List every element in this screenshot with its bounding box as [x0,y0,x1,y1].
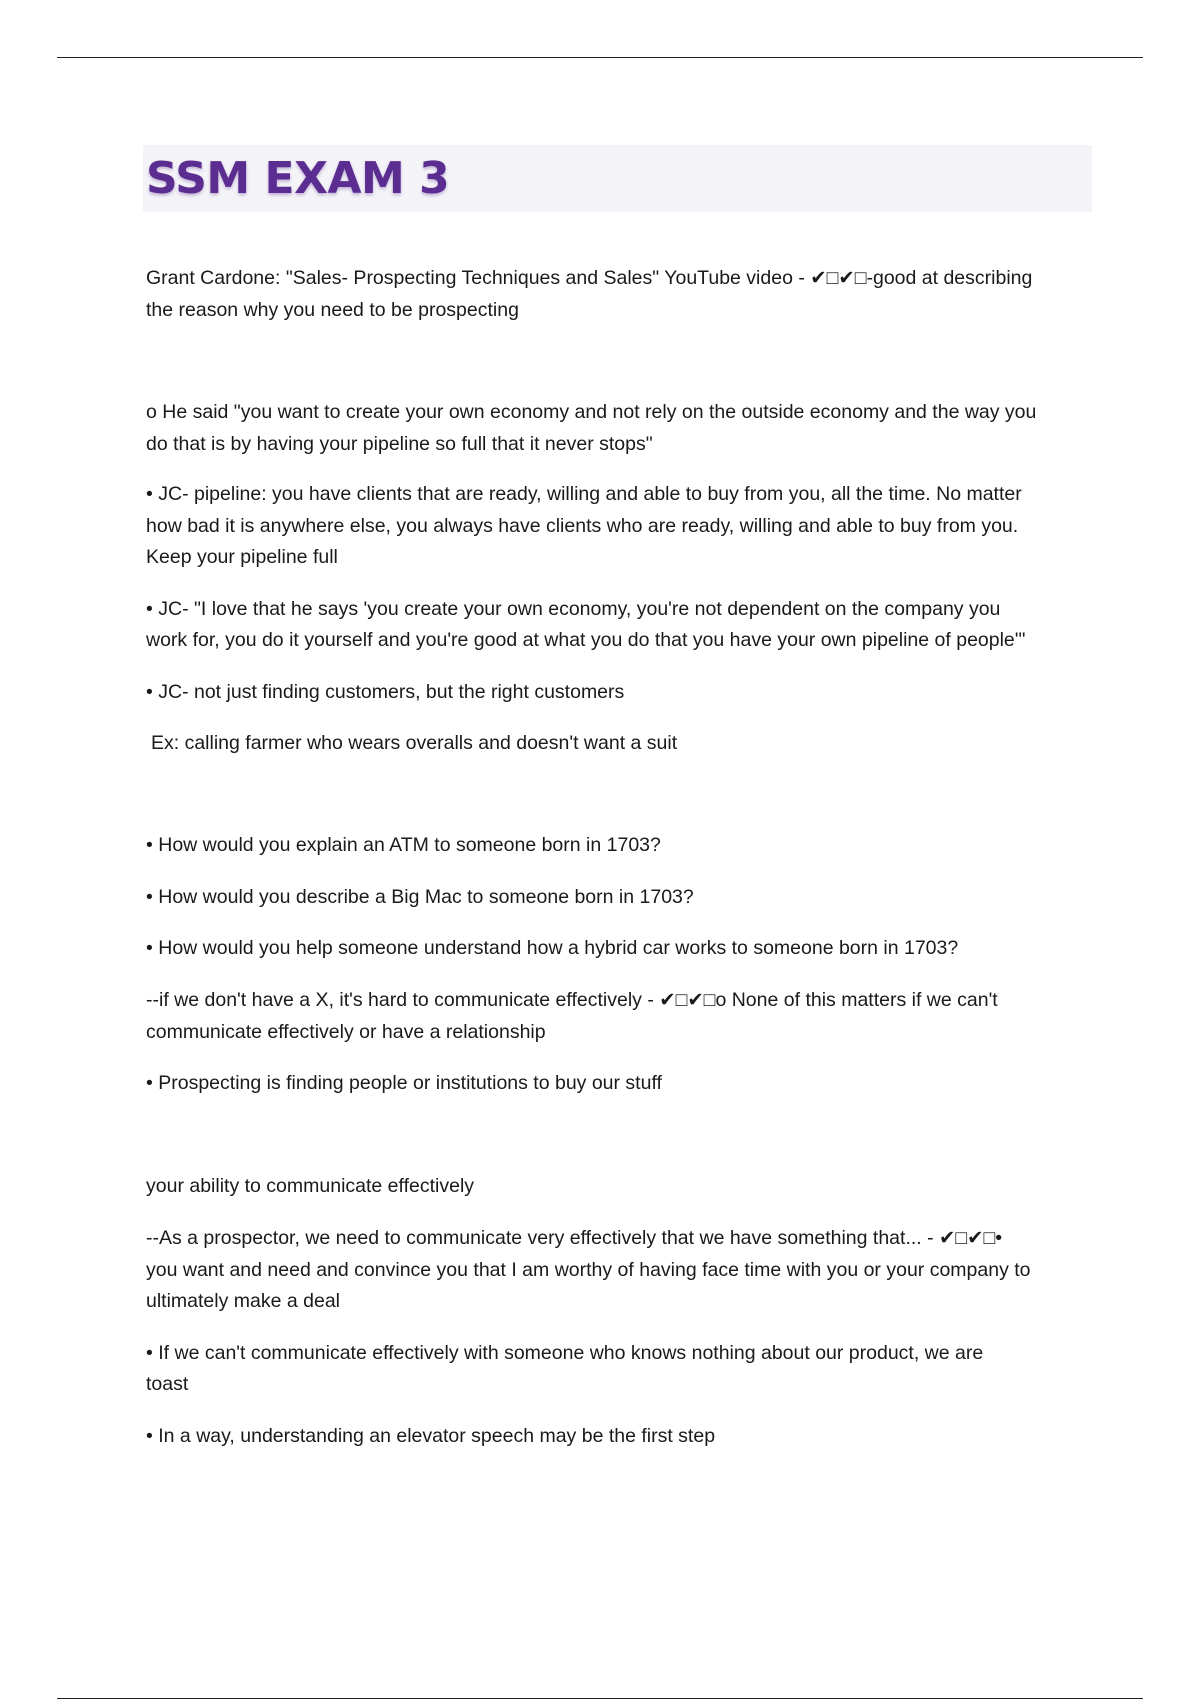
document-title: SSM EXAM 3 [146,153,450,204]
bullet-line: • JC- "I love that he says 'you create your own economy, you're not dependent on the company you [146,598,1001,620]
title-banner [143,145,1092,212]
bullet-line: • How would you describe a Big Mac to someone born in 1703? [146,886,694,908]
text-line: --if we don't have a X, it's hard to communicate effectively - ✔□✔□o None of this matters if we can't [146,989,998,1011]
bullet-line: • JC- not just finding customers, but the right customers [146,681,625,703]
bullet-line: • In a way, understanding an elevator speech may be the first step [146,1425,716,1447]
text-line: Keep your pipeline full [146,546,338,568]
text-line: Grant Cardone: "Sales- Prospecting Techniques and Sales" YouTube video - ✔□✔□-good at describing [146,267,1033,289]
bullet-line: • How would you explain an ATM to someone born in 1703? [146,834,661,856]
text-line: communicate effectively or have a relationship [146,1021,546,1043]
bottom-rule [57,1698,1143,1699]
top-rule [57,57,1143,58]
text-line: your ability to communicate effectively [146,1175,475,1197]
bullet-line: • How would you help someone understand how a hybrid car works to someone born in 1703? [146,937,959,959]
text-line: how bad it is anywhere else, you always have clients who are ready, willing and able to buy from you. [146,515,1019,537]
example-line: Ex: calling farmer who wears overalls and doesn't want a suit [151,732,678,754]
text-line: o He said "you want to create your own economy and not rely on the outside economy and the way you [146,401,1037,423]
bullet-line: • If we can't communicate effectively with someone who knows nothing about our product, we are [146,1342,984,1364]
text-line: work for, you do it yourself and you're good at what you do that you have your own pipeline of people'" [146,629,1026,651]
text-line: ultimately make a deal [146,1290,341,1312]
bullet-line: • Prospecting is finding people or institutions to buy our stuff [146,1072,662,1094]
text-line: you want and need and convince you that I am worthy of having face time with you or your company to [146,1259,1031,1281]
text-line: toast [146,1373,189,1395]
text-line: --As a prospector, we need to communicate very effectively that we have something that... - ✔□✔□• [146,1227,1003,1249]
bullet-line: • JC- pipeline: you have clients that are ready, willing and able to buy from you, all the time. No matter [146,483,1022,505]
text-line: the reason why you need to be prospecting [146,299,519,321]
text-line: do that is by having your pipeline so full that it never stops" [146,433,653,455]
